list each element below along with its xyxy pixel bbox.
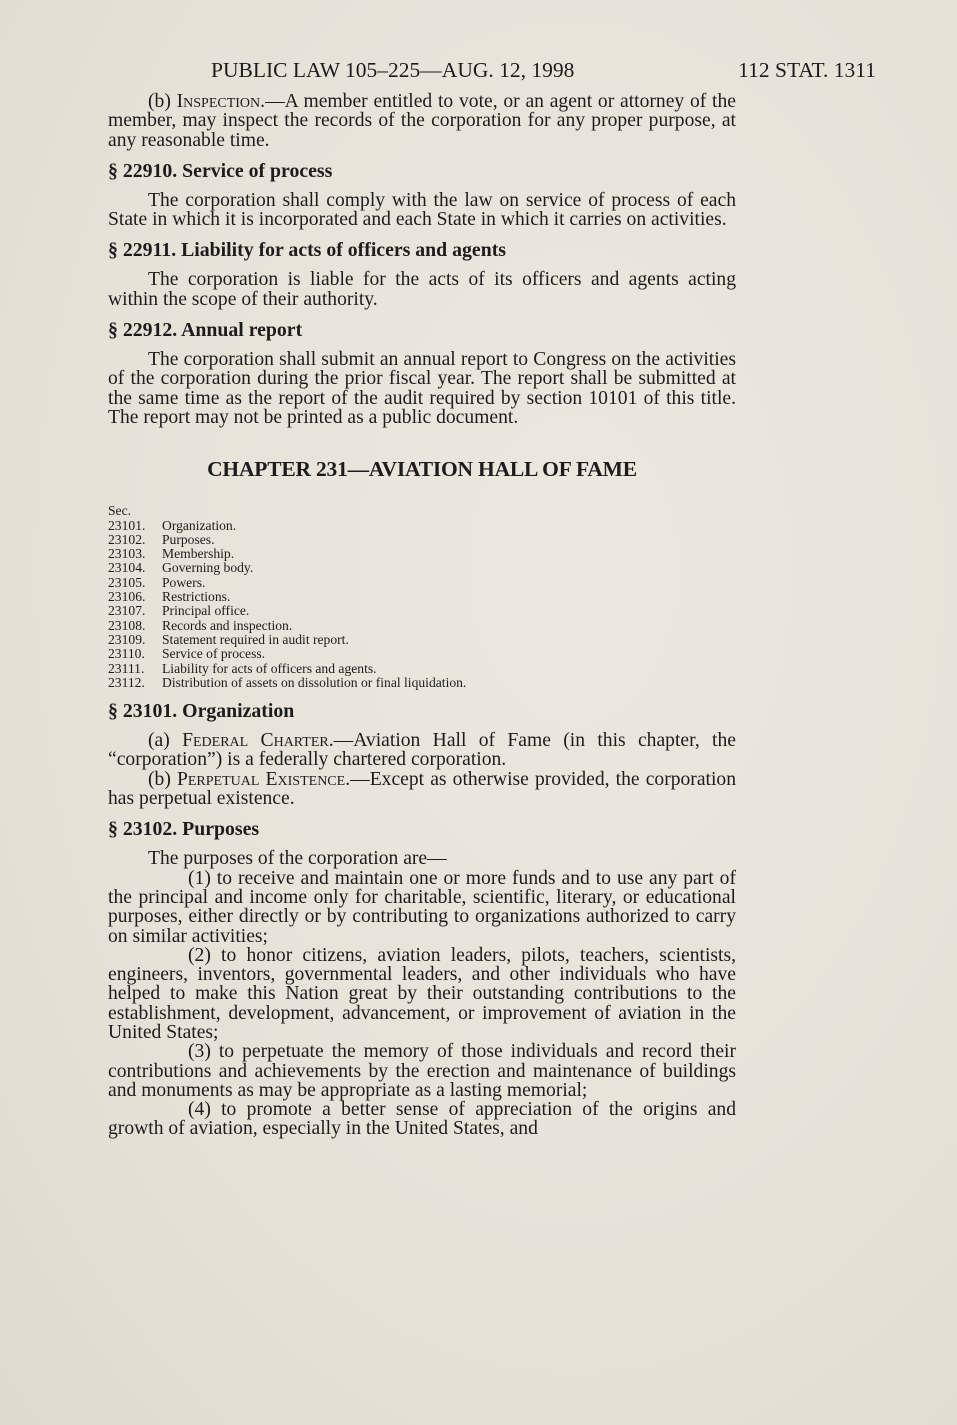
section-23101-heading: § 23101. Organization	[108, 700, 295, 723]
section-23102-intro: The purposes of the corporation are—	[148, 848, 447, 870]
section-23101-subsection-b: (b) Perpetual Existence.—Except as otherwise provided, the corporation has perpetual existence.	[108, 768, 737, 810]
section-22912-heading: § 22912. Annual report	[108, 319, 303, 342]
document-body	[108, 92, 736, 1139]
toc-row: 23104. Governing body.	[108, 560, 254, 576]
toc-row: 23103. Membership.	[108, 546, 235, 562]
section-22911-heading: § 22911. Liability for acts of officers and agents	[108, 239, 506, 262]
toc-row: 23102. Purposes.	[108, 531, 215, 547]
section-22912-text: The corporation shall submit an annual report to Congress on the activities of the corporation during the prior fiscal year. The report shall be submitted at the same time as the report of the audit required by section 10101 of this title. The report may not be printed as a public document.	[108, 349, 736, 428]
chapter-table-of-contents	[108, 504, 736, 690]
purpose-item: (4) to promote a better sense of appreciation of the origins and growth of aviation, especially in the United States, and	[108, 1099, 736, 1140]
inspection-paragraph: (b) Inspection.—A member entitled to vote, or an agent or attorney of the member, may inspect the records of the corporation for any proper purpose, at any reasonable time.	[108, 91, 736, 151]
purpose-item: (2) to honor citizens, aviation leaders, pilots, teachers, scientists, engineers, inventors, governmental leaders, and other individuals who have helped to make this Nation great by their outstanding contributions to the establishment, development, advancement, or improvement of aviation in the United States;	[108, 944, 736, 1043]
toc-row: 23111. Liability for acts of officers and agents.	[108, 660, 377, 676]
toc-row: 23101. Organization.	[108, 517, 237, 533]
purpose-item: (1) to receive and maintain one or more funds and to use any part of the principal and income only for charitable, scientific, literary, or educational purposes, either directly or by contributing to organizations authorized to carry on similar activities;	[108, 867, 736, 947]
section-22910-text: The corporation shall comply with the law on service of process of each State in which it is incorporated and each State in which it carries on activities.	[108, 189, 736, 231]
section-22910-heading: § 22910. Service of process	[108, 159, 333, 182]
header-public-law: PUBLIC LAW 105–225—AUG. 12, 1998	[211, 58, 575, 82]
chapter-title: CHAPTER 231—AVIATION HALL OF FAME	[207, 457, 637, 482]
header-stat-page: 112 STAT. 1311	[738, 58, 876, 82]
running-header	[108, 58, 876, 92]
section-22911-text: The corporation is liable for the acts of its officers and agents acting within the scope of their authority.	[108, 269, 736, 310]
toc-row: 23106. Restrictions.	[108, 589, 231, 605]
purpose-item: (3) to perpetuate the memory of those individuals and record their contributions and achievements by the erection and maintenance of buildings and monuments as may be appropriate as a lasting memorial;	[108, 1041, 736, 1101]
toc-row: 23112. Distribution of assets on dissolution or final liquidation.	[108, 674, 467, 690]
page-content	[108, 58, 876, 1139]
section-23102-heading: § 23102. Purposes	[108, 818, 260, 841]
section-23101-subsection-a: (a) Federal Charter.—Aviation Hall of Fame (in this chapter, the “corporation”) is a federally chartered corporation.	[108, 730, 736, 771]
toc-row: 23110. Service of process.	[108, 646, 266, 662]
toc-row: 23105. Powers.	[108, 574, 206, 590]
inspection-heading: Inspection	[176, 91, 261, 112]
toc-row: 23109. Statement required in audit report.	[108, 631, 349, 647]
toc-row: 23107. Principal office.	[108, 603, 250, 619]
toc-head: Sec.	[108, 503, 132, 519]
toc-row: 23108. Records and inspection.	[108, 617, 293, 633]
